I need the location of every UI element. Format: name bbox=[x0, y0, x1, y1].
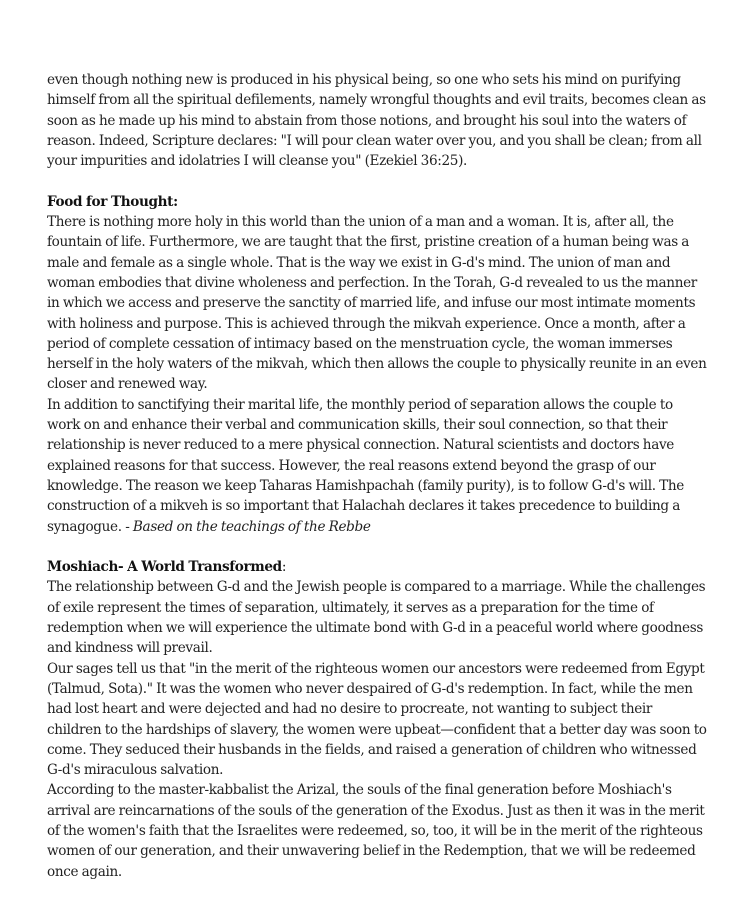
moshiach-heading-line bbox=[47, 557, 707, 577]
moshiach-paragraph-2: Our sages tell us that "in the merit of the righteous women our ancestors were redeemed from Egypt (Talmud, Sota)." It was the women who never despaired of G-d's redemption. In fact, while the men had lost heart and were dejected and had no desire to procreate, not wanting to subject their children to the hardships of slavery, the women were upbeat—confident that a better day was soon to come. They seduced their husbands in the fields, and raised a generation of children who witnessed G-d's miraculous salvation. bbox=[47, 660, 707, 779]
moshiach-paragraph-1: The relationship between G-d and the Jewish people is compared to a marriage. While the challenges of exile represent the times of separation, ultimately, it serves as a preparation for the time of redemption when we will experience the ultimate bond with G-d in a peaceful world where goodness and kindness will prevail. bbox=[47, 579, 706, 657]
intro-paragraph: even though nothing new is produced in his physical being, so one who sets his mind on purifying himself from all the spiritual defilements, namely wrongful thoughts and evil traits, becomes clean as soon as he made up his mind to abstain from those notions, and brought his soul into the waters of reason. Indeed, Scripture declares: "I will pour clean water over you, and you shall be clean; from all your impurities and idolatries I will cleanse you" (Ezekiel 36:25). bbox=[47, 72, 706, 170]
rebbe-attribution: Based on the teachings of the Rebbe bbox=[132, 518, 371, 535]
food-for-thought-paragraph-1: There is nothing more holy in this world than the union of a man and a woman. It is, after all, the fountain of life. Furthermore, we are taught that the first, pristine creation of a human being was a male and female as a single whole. That is the way we exist in G-d's mind. The union of man and woman embodies that divine wholeness and perfection. In the Torah, G-d revealed to us the manner in which we access and preserve the sanctity of married life, and infuse our most intimate moments with holiness and purpose. This is achieved through the mikvah experience. Once a month, after a period of complete cessation of intimacy based on the menstruation cycle, the woman immerses herself in the holy waters of the mikvah, which then allows the couple to physically reunite in an even closer and renewed way. bbox=[47, 214, 707, 393]
section-spacer bbox=[47, 171, 707, 191]
document-page bbox=[47, 70, 707, 882]
moshiach-paragraph-3: According to the master-kabbalist the Arizal, the souls of the final generation before Moshiach's arrival are reincarnations of the souls of the generation of the Exodus. Just as then it was in the merit of the women's faith that the Israelites were redeemed, so, too, it will be in the merit of the righteous women of our generation, and their unwavering belief in the Redemption, that we will be redeemed once again. bbox=[47, 782, 705, 880]
moshiach-heading-colon: : bbox=[281, 559, 287, 576]
moshiach-heading: Moshiach- A World Transformed bbox=[47, 559, 282, 576]
food-for-thought-paragraph-2 bbox=[47, 395, 707, 537]
food-for-thought-paragraph-2-text: In addition to sanctifying their marital life, the monthly period of separation allows the couple to work on and enhance their verbal and communication skills, their soul connection, so that their relationship is never reduced to a mere physical connection. Natural scientists and doctors have explained reasons for that success. However, the real reasons extend beyond the grasp of our knowledge. The reason we keep Taharas Hamishpachah (family purity), is to follow G-d's will. The construction of a mikveh is so important that Halachah declares it takes precedence to building a synagogue. - bbox=[47, 396, 684, 535]
food-for-thought-heading: Food for Thought: bbox=[47, 193, 178, 210]
section-spacer bbox=[47, 537, 707, 557]
